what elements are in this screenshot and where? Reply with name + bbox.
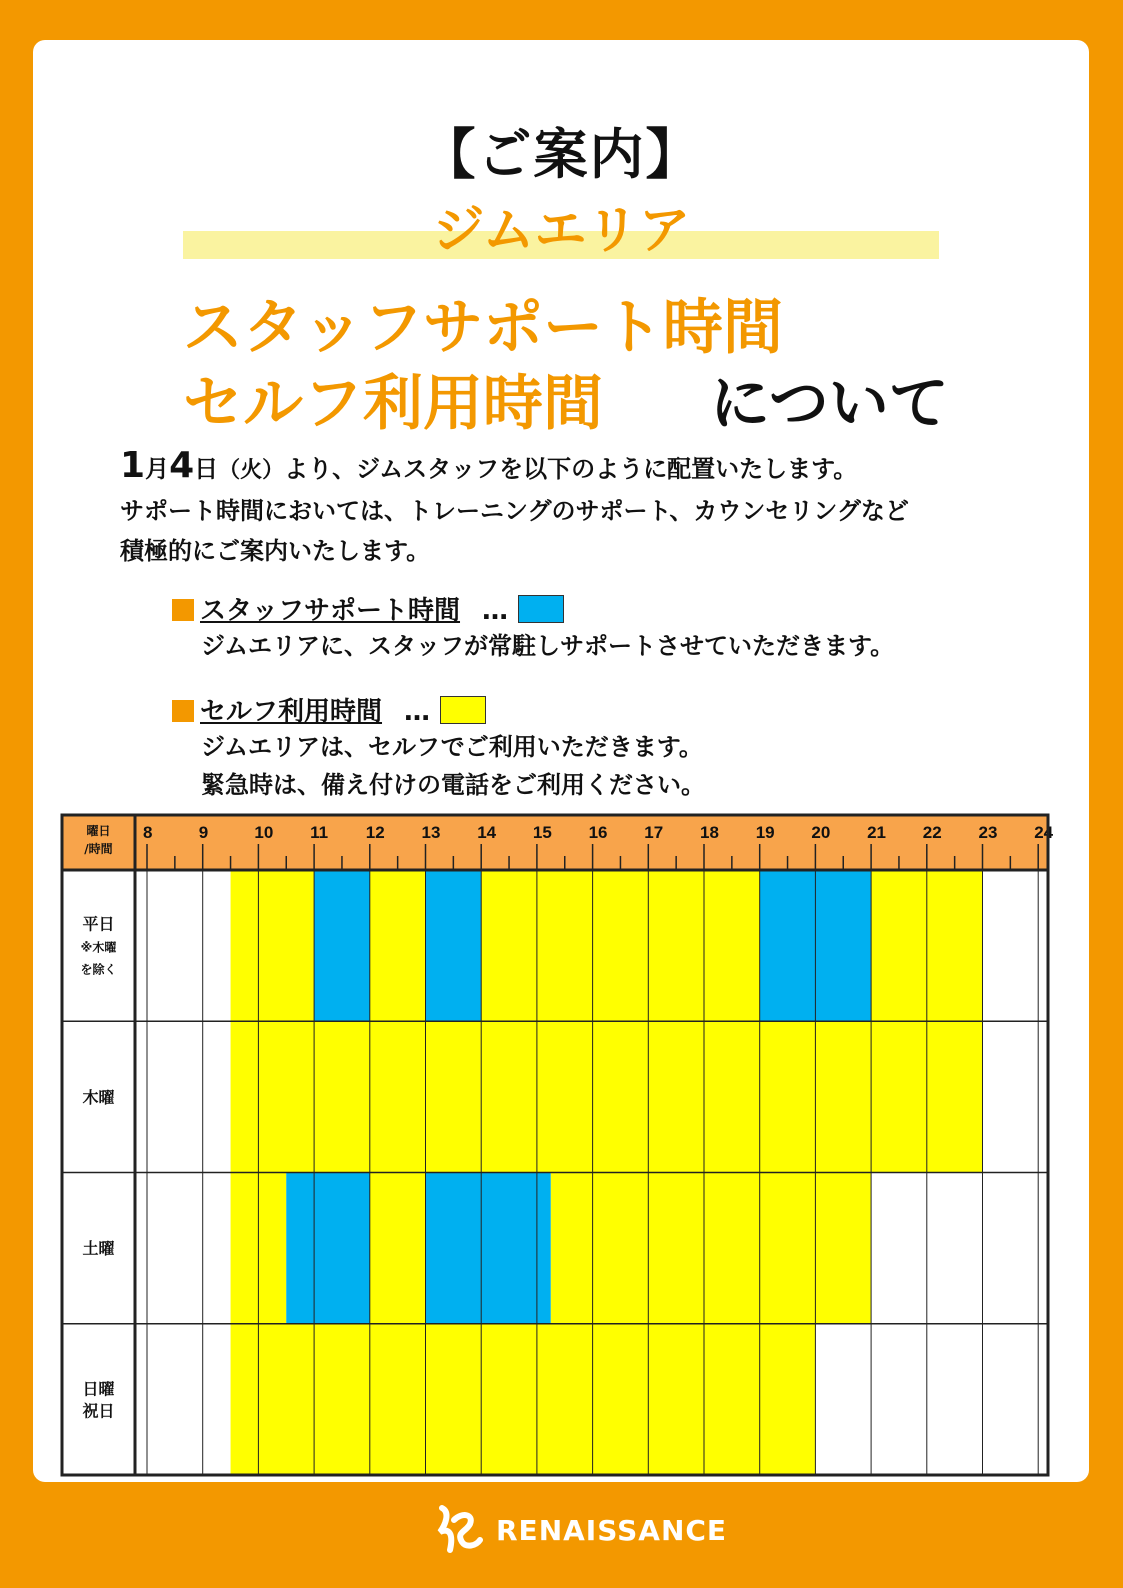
schedule-block-self — [370, 1173, 426, 1324]
intro-line-3: 積極的にご案内いたします。 — [120, 537, 431, 565]
schedule-block-self — [551, 1173, 871, 1324]
hour-label: 14 — [477, 823, 497, 842]
hour-label: 9 — [198, 823, 209, 842]
hour-label: 21 — [867, 823, 887, 842]
notice-heading: 【ご案内】 — [421, 123, 702, 186]
header-corner-label: 曜日 — [86, 824, 111, 838]
schedule-block-support — [426, 1173, 551, 1324]
row-label: 土曜 — [82, 1239, 115, 1259]
row-label: を除く — [80, 962, 117, 977]
hour-label: 24 — [1034, 823, 1054, 842]
hour-label: 19 — [755, 823, 775, 842]
legend-support-label: スタッフサポート時間 — [200, 596, 461, 626]
gym-area-subheading: ジムエリア — [432, 201, 691, 261]
row-label: 平日 — [82, 914, 115, 934]
intro-day: 4 — [169, 445, 195, 486]
hour-label: 11 — [310, 823, 329, 842]
hour-label: 17 — [644, 823, 664, 842]
intro-day-unit: 日 — [194, 455, 219, 483]
renaissance-mark-icon — [432, 1502, 488, 1558]
legend-self-dots: … — [404, 697, 431, 727]
row-label: 木曜 — [82, 1087, 115, 1107]
legend-self-desc-2: 緊急時は、備え付けの電話をご利用ください。 — [201, 771, 705, 799]
hour-label: 18 — [700, 823, 719, 842]
renaissance-logo — [432, 1500, 727, 1560]
schedule-block-self — [231, 1324, 816, 1475]
renaissance-logo-text: RENAISSANCE — [496, 1513, 728, 1547]
hour-label: 20 — [811, 823, 831, 842]
intro-month: 1 — [120, 445, 146, 486]
intro-month-unit: 月 — [145, 455, 170, 483]
row-label: ※木曜 — [80, 940, 117, 955]
hour-label: 10 — [254, 823, 274, 842]
row-label: 祝日 — [82, 1401, 115, 1421]
schedule-block-self — [231, 1021, 983, 1172]
intro-line-2: サポート時間においては、トレーニングのサポート、カウンセリングなど — [120, 497, 909, 525]
schedule-block-support — [286, 1173, 370, 1324]
title-self-time: セルフ利用時間 — [183, 369, 603, 439]
schedule-block-support — [426, 870, 482, 1021]
intro-weekday: （火） — [218, 458, 285, 483]
legend-support-desc: ジムエリアに、スタッフが常駐しサポートさせていただきます。 — [201, 632, 895, 660]
hour-label: 8 — [143, 823, 153, 842]
schedule-block-self — [370, 870, 426, 1021]
hour-label: 12 — [365, 823, 385, 842]
legend-support-dots: … — [482, 596, 509, 626]
title-about: について — [710, 369, 949, 439]
row-label: 日曜 — [82, 1379, 115, 1399]
header-row — [62, 815, 1048, 870]
hour-label: 16 — [588, 823, 608, 842]
hour-label: 15 — [532, 823, 552, 842]
schedule-block-self — [231, 870, 315, 1021]
legend-self-desc-1: ジムエリアは、セルフでご利用いただきます。 — [201, 733, 703, 761]
legend-self-label: セルフ利用時間 — [200, 697, 383, 727]
schedule-block-self — [481, 870, 760, 1021]
schedule-block-support — [314, 870, 370, 1021]
hour-label: 13 — [421, 823, 441, 842]
hour-label: 23 — [978, 823, 998, 842]
header-corner-label: /時間 — [84, 842, 113, 856]
intro-line-1-rest: より、ジムスタッフを以下のように配置いたします。 — [284, 455, 858, 483]
title-support-time: スタッフサポート時間 — [183, 293, 783, 363]
hour-label: 22 — [922, 823, 942, 842]
